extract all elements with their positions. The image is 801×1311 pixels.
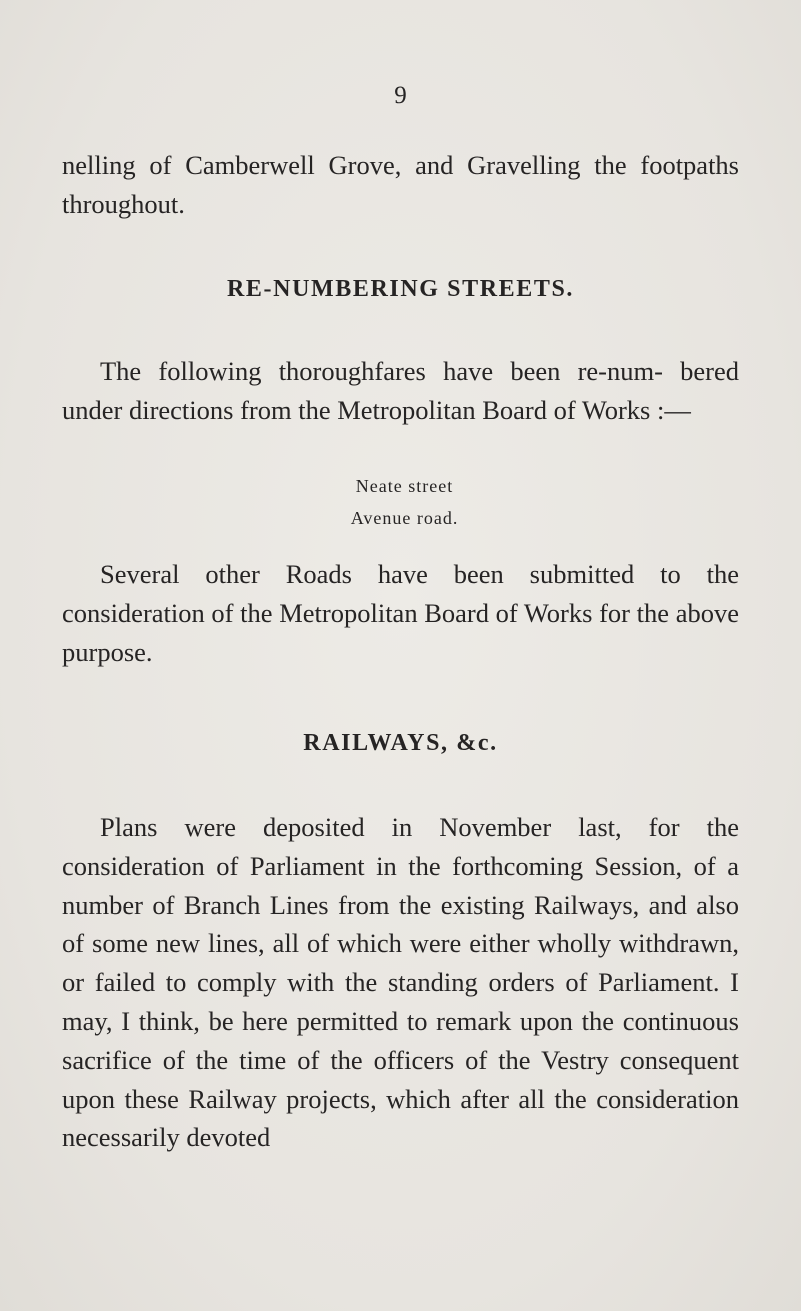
street-list bbox=[0, 470, 801, 534]
renumbering-paragraph: The following thoroughfares have been re-num- bered under directions from the Metropolitan Board of Works :— bbox=[62, 356, 739, 425]
section-heading-renumbering: RE-NUMBERING STREETS. bbox=[227, 276, 574, 302]
page-number: 9 bbox=[394, 82, 407, 109]
street-list-item: Avenue road. bbox=[350, 508, 459, 528]
street-list-item: Neate street bbox=[355, 476, 454, 496]
railways-paragraph: Plans were deposited in November last, for the consideration of Parliament in the forthcoming Session, of a number of Branch Lines from the existing Railways, and also of some new lines, all of which were either wholly withdrawn, or failed to comply with the standing orders of Parliament. I may, I think, be here permitted to remark upon the continuous sacrifice of the time of the officers of the Vestry consequent upon these Railway projects, which after all the consideration necessarily devoted bbox=[62, 812, 739, 1153]
section-heading-railways: RAILWAYS, &c. bbox=[303, 730, 498, 756]
renumbering-followup-paragraph: Several other Roads have been submitted to the consideration of the Metropolitan Board of Works for the above purpose. bbox=[62, 559, 739, 667]
intro-paragraph: nelling of Camberwell Grove, and Gravelling the footpaths throughout. bbox=[62, 150, 739, 219]
